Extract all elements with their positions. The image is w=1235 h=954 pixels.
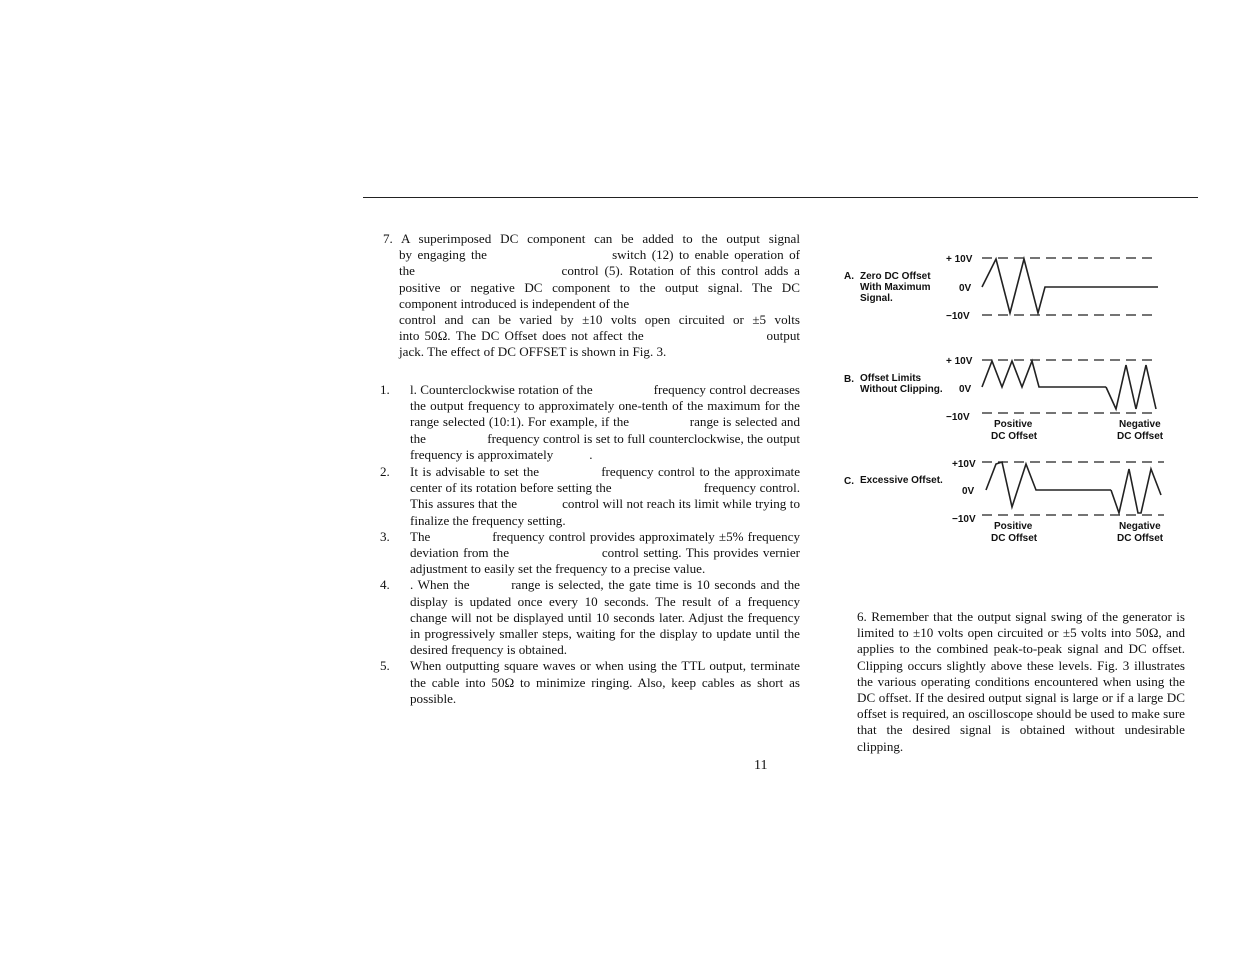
level-label: 0V	[959, 384, 972, 395]
note-text: The frequency control provides approximately ±5% frequency deviation from the control setting. This provides vernier adjustment to easily set the frequency to a precise value.	[410, 528, 804, 577]
para7-line: 7. A superimposed DC component can be added to the output signal	[383, 231, 800, 246]
level-label: 0V	[962, 486, 975, 497]
level-label: + 10V	[946, 356, 973, 367]
panel-a-title: With Maximum	[860, 282, 931, 293]
panel-c-letter: C.	[844, 476, 854, 487]
panel-b-title: Offset Limits	[860, 373, 922, 384]
level-label: + 10V	[946, 254, 973, 265]
para7-line: component introduced is independent of the	[399, 295, 630, 311]
caption: DC Offset	[991, 533, 1038, 544]
para7-line: positive or negative DC component to the output signal. The DC	[399, 279, 800, 295]
dc-offset-figure	[836, 245, 1176, 550]
note-text: It is advisable to set the frequency control to the approximate center of its rotation before setting the frequency control. This assures that the control will not reach its limit while trying to finalize the frequency setting.	[410, 464, 804, 528]
note-number: 1.	[380, 382, 390, 397]
level-label: 0V	[959, 283, 972, 294]
level-label: −10V	[946, 412, 970, 423]
notes-list	[380, 382, 804, 707]
note-item	[380, 658, 800, 707]
note-item	[380, 577, 804, 658]
para7-line: the control (5). Rotation of this control adds a	[399, 263, 800, 279]
panel-c-title: Excessive Offset.	[860, 475, 943, 486]
caption: DC Offset	[1117, 431, 1164, 442]
waveform-c-positive	[986, 462, 1111, 507]
panel-b-letter: B.	[844, 374, 854, 385]
para7-line: into 50Ω. The DC Offset does not affect the output	[399, 328, 800, 344]
note-text: When outputting square waves or when using the TTL output, terminate the cable into 50Ω to minimize ringing. Also, keep cables as short as possible.	[410, 658, 800, 706]
caption: DC Offset	[1117, 533, 1164, 544]
note-text: . When the range is selected, the gate time is 10 seconds and the display is updated once every 10 seconds. The result of a frequency change will not be displayed until 10 seconds later. Adjust the frequency in progressively smaller steps, waiting for the display to update until the desired frequency is obtained.	[410, 577, 804, 658]
header-rule	[363, 197, 1198, 198]
para7-line: by engaging the switch (12) to enable operation of	[399, 247, 800, 263]
caption: Positive	[994, 521, 1033, 532]
page-number: 11	[754, 758, 768, 773]
waveform-b-negative	[1106, 365, 1156, 409]
level-label: +10V	[952, 459, 976, 470]
waveform-b-positive	[982, 361, 1106, 387]
level-label: −10V	[946, 311, 970, 322]
panel-a-letter: A.	[844, 271, 854, 282]
level-label: −10V	[952, 514, 976, 525]
caption: DC Offset	[991, 431, 1038, 442]
panel-a-title: Zero DC Offset	[860, 271, 931, 282]
paragraph-7	[383, 231, 800, 361]
note-item	[380, 528, 804, 578]
para7-line: jack. The effect of DC OFFSET is shown in Fig. 3.	[399, 344, 667, 360]
note-number: 4.	[380, 577, 390, 593]
note-item	[380, 382, 804, 463]
note-number: 3.	[380, 528, 390, 544]
waveform-c-negative	[1111, 469, 1161, 513]
paragraph-6: 6. Remember that the output signal swing of the generator is limited to ±10 volts open circuited or ±5 volts into 50Ω, and applies to the combined peak-to-peak signal and DC offset. Clipping occurs slightly above these levels. Fig. 3 illustrates the various operating conditions encountered when using the DC offset. If the desired output signal is large or if a large DC offset is required, an oscilloscope should be used to make sure that the desired signal is obtained without undesirable clipping.	[857, 609, 1185, 754]
panel-b-title: Without Clipping.	[860, 384, 943, 395]
caption: Negative	[1119, 419, 1161, 430]
panel-a-title: Signal.	[860, 293, 893, 304]
caption: Positive	[994, 419, 1033, 430]
note-number: 2.	[380, 464, 390, 480]
caption: Negative	[1119, 521, 1161, 532]
waveform-a	[982, 259, 1158, 313]
para7-line: control and can be varied by ±10 volts open circuited or ±5 volts	[399, 311, 800, 327]
note-number: 5.	[380, 658, 390, 674]
note-text: l. Counterclockwise rotation of the frequency control decreases the output frequency to approximately one-tenth of the maximum for the range selected (10:1). For example, if the range is selected and the frequency control is set to full counterclockwise, the output frequency is approximately .	[410, 382, 804, 462]
note-item	[380, 464, 804, 529]
